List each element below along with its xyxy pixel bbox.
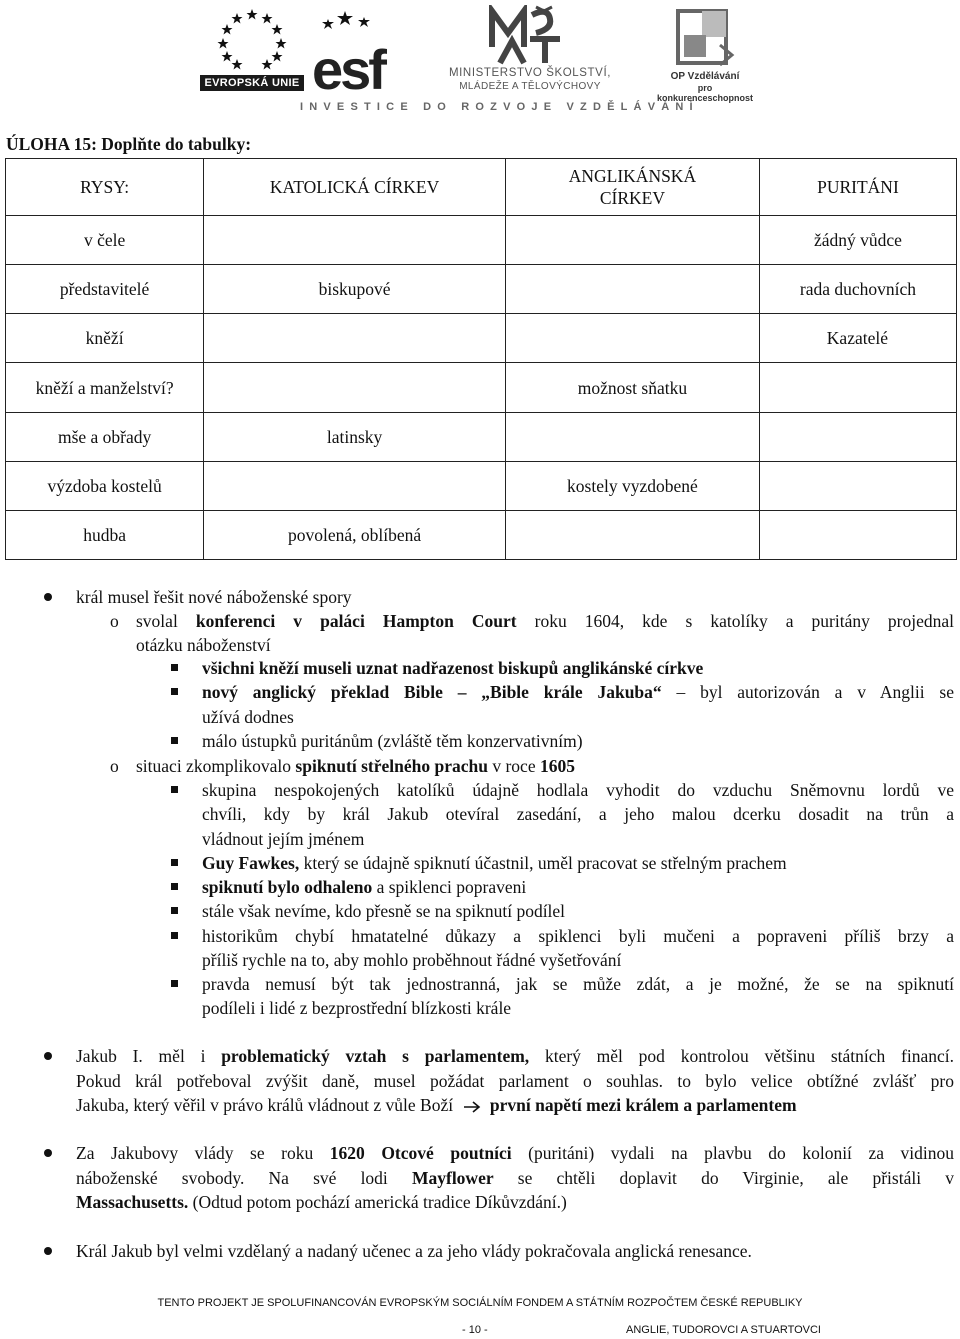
table-cell bbox=[505, 314, 759, 363]
eu-logo bbox=[200, 5, 304, 95]
paragraph-line: otázku náboženství bbox=[136, 635, 271, 655]
table-cell: představitelé bbox=[6, 265, 204, 314]
bullet-text: král musel řešit nové náboženské spory bbox=[76, 587, 352, 607]
paragraph-line: chvíli, kdy by král Jakub otevíral zasedání, a jeho malou dcerku dosadit na trůn a bbox=[202, 804, 954, 824]
paragraph-line: podíleli i lidé z bezprostřední blízkosti krále bbox=[202, 998, 512, 1018]
table-cell: kněží bbox=[6, 314, 204, 363]
text-span: a spiklenci popraveni bbox=[376, 877, 527, 897]
tagline: INVESTICE DO ROZVOJE VZDĚLÁVÁNÍ bbox=[300, 101, 699, 113]
msmt-line2: MLÁDEŽE A TĚLOVÝCHOVY bbox=[459, 81, 601, 92]
table-cell bbox=[505, 265, 759, 314]
table-cell bbox=[505, 511, 759, 560]
text-span-bold: nový anglický překlad Bible – „Bible krále Jakuba“ bbox=[202, 682, 662, 702]
table-cell: hudba bbox=[6, 511, 204, 560]
header-cell: RYSY: bbox=[6, 159, 204, 216]
text-span-bold: všichni kněží museli uznat nadřazenost biskupů anglikánské církve bbox=[202, 658, 704, 678]
eu-label: EVROPSKÁ UNIE bbox=[200, 75, 304, 91]
arrow-right-icon bbox=[462, 1101, 482, 1113]
paragraph-line bbox=[76, 1142, 954, 1164]
table-cell: kněží a manželství? bbox=[6, 363, 204, 413]
text-span: – byl autorizován a v Anglii se bbox=[676, 682, 955, 702]
text-span-bold: Guy Fawkes, bbox=[202, 853, 300, 873]
table-cell: povolená, oblíbená bbox=[204, 511, 506, 560]
paragraph-line: historikům chybí hmatatelné důkazy a spiklenci byli mučeni a popraveni příliš brzy a bbox=[202, 926, 954, 946]
text-span: Jakub I. měl i bbox=[76, 1046, 206, 1066]
square-bullet-icon bbox=[171, 688, 178, 695]
msmt-logo bbox=[440, 5, 620, 95]
table-row bbox=[6, 462, 957, 511]
text-span: roku 1604, kde s katolíky a puritány projednal bbox=[534, 611, 954, 631]
table-cell bbox=[759, 413, 956, 462]
paragraph-line bbox=[76, 1045, 954, 1067]
paragraph-line: stále však nevíme, kdo přesně se na spiknutí podílel bbox=[202, 901, 566, 921]
msmt-line1: MINISTERSTVO ŠKOLSTVÍ, bbox=[448, 67, 612, 79]
text-span-bold: konferenci v paláci Hampton Court bbox=[195, 611, 517, 631]
table-cell: v čele bbox=[6, 216, 204, 265]
table-row bbox=[6, 363, 957, 413]
header-logos bbox=[0, 0, 960, 120]
text-span-bold: problematický vztah s parlamentem, bbox=[221, 1046, 530, 1066]
paragraph-line: pravda nemusí být tak jednostranná, jak se může zdát, a je možné, že se na spiknutí bbox=[202, 974, 954, 994]
header-cell: PURITÁNI bbox=[759, 159, 956, 216]
table-row bbox=[6, 413, 957, 462]
table-cell: mše a obřady bbox=[6, 413, 204, 462]
bullet-icon bbox=[44, 1052, 52, 1060]
table-row bbox=[6, 511, 957, 560]
paragraph-line: Král Jakub byl velmi vzdělaný a nadaný učenec a za jeho vlády pokračovala anglická renesance. bbox=[76, 1241, 752, 1261]
paragraph-line bbox=[202, 657, 703, 679]
table-row bbox=[6, 216, 957, 265]
text-span-bold: Mayflower bbox=[411, 1168, 494, 1188]
op-line1: OP Vzdělávání bbox=[670, 71, 740, 82]
msmt-logo-icon bbox=[440, 5, 620, 67]
paragraph-line bbox=[136, 610, 954, 632]
table-cell bbox=[204, 314, 506, 363]
paragraph-line: Pokud král potřeboval zvýšit daně, musel požádat parlament o souhlas. to bylo velice obtížné zvlášť pro bbox=[76, 1071, 954, 1091]
text-span: svolal bbox=[136, 611, 178, 631]
header-cell: KATOLICKÁ CÍRKEV bbox=[204, 159, 506, 216]
table-row bbox=[6, 314, 957, 363]
text-span: (puritáni) vydali na plavbu do kolonií za vidinou bbox=[528, 1143, 955, 1163]
table-cell: žádný vůdce bbox=[759, 216, 956, 265]
text-span: který se údajně spiknutí účastnil, uměl pracovat se střelným prachem bbox=[303, 853, 787, 873]
paragraph-line bbox=[202, 876, 526, 898]
paragraph-line: vládnout jejím jménem bbox=[202, 829, 365, 849]
table-cell bbox=[759, 511, 956, 560]
table-cell bbox=[204, 363, 506, 413]
sub-bullet-icon: o bbox=[110, 611, 119, 631]
page-number: - 10 - bbox=[462, 1324, 488, 1336]
square-bullet-icon bbox=[171, 786, 178, 793]
eu-flag-icon bbox=[202, 5, 302, 71]
op-line2: pro konkurenceschopnost bbox=[656, 83, 754, 103]
footer-funding: TENTO PROJEKT JE SPOLUFINANCOVÁN EVROPSKÝM SOCIÁLNÍM FONDEM A STÁTNÍM ROZPOČTEM ČESKÉ REPUBLIKY bbox=[157, 1297, 803, 1309]
paragraph-line bbox=[76, 1167, 954, 1189]
text-span: Za Jakubovy vlády se roku bbox=[76, 1143, 314, 1163]
text-span-bold: spiknutí střelného prachu bbox=[295, 756, 488, 776]
table-cell bbox=[505, 413, 759, 462]
table-cell: možnost sňatku bbox=[505, 363, 759, 413]
paragraph-line: užívá dodnes bbox=[202, 707, 294, 727]
paragraph-line bbox=[76, 1094, 797, 1116]
table-header-row bbox=[6, 159, 957, 216]
op-logo-icon bbox=[650, 5, 760, 69]
text-span-bold: 1605 bbox=[539, 756, 575, 776]
table-cell bbox=[505, 216, 759, 265]
table-cell bbox=[759, 462, 956, 511]
square-bullet-icon bbox=[171, 664, 178, 671]
text-span-bold: 1620 Otcové poutníci bbox=[329, 1143, 512, 1163]
chapter-title: ANGLIE, TUDOROVCI A STUARTOVCI bbox=[626, 1324, 821, 1336]
square-bullet-icon bbox=[171, 883, 178, 890]
text-span: se chtěli doplavit do Virginie, ale přistáli v bbox=[517, 1168, 954, 1188]
paragraph-line: příliš rychle na to, aby mohlo proběhnout řádné vyšetřování bbox=[202, 950, 622, 970]
text-span-bold: Massachusetts. bbox=[76, 1192, 189, 1212]
text-span-bold: první napětí mezi králem a parlamentem bbox=[489, 1095, 797, 1115]
text-span: situaci zkomplikovalo bbox=[136, 756, 292, 776]
table-cell bbox=[204, 216, 506, 265]
table-cell bbox=[759, 363, 956, 413]
paragraph-line bbox=[76, 1191, 567, 1213]
svg-text:esf: esf bbox=[312, 38, 384, 95]
bullet-icon bbox=[44, 1247, 52, 1255]
comparison-table bbox=[5, 158, 957, 560]
square-bullet-icon bbox=[171, 737, 178, 744]
text-span: v roce bbox=[492, 756, 536, 776]
header-cell: ANGLIKÁNSKÁ CÍRKEV bbox=[505, 159, 759, 216]
text-span: Jakuba, který věřil v právo králů vládnout z vůle Boží bbox=[76, 1095, 454, 1115]
table-cell: rada duchovních bbox=[759, 265, 956, 314]
table-cell: Kazatelé bbox=[759, 314, 956, 363]
square-bullet-icon bbox=[171, 980, 178, 987]
esf-logo-icon bbox=[310, 5, 410, 95]
table-cell: výzdoba kostelů bbox=[6, 462, 204, 511]
square-bullet-icon bbox=[171, 932, 178, 939]
text-span: náboženské svobody. Na své lodi bbox=[76, 1168, 388, 1188]
text-span: který měl pod kontrolou většinu státních financí. bbox=[544, 1046, 954, 1066]
paragraph-line bbox=[202, 852, 787, 874]
paragraph-line bbox=[136, 755, 575, 777]
text-span: (Odtud potom pochází americká tradice Díkůvzdání.) bbox=[192, 1192, 567, 1212]
paragraph-line bbox=[202, 681, 954, 703]
paragraph-line: skupina nespokojených katolíků údajně hodlala vyhodit do vzduchu Sněmovnu lordů ve bbox=[202, 780, 954, 800]
task-title: ÚLOHA 15: Doplňte do tabulky: bbox=[6, 134, 252, 154]
op-logo bbox=[650, 5, 760, 103]
table-cell: biskupové bbox=[204, 265, 506, 314]
table-cell bbox=[204, 462, 506, 511]
sub-bullet-icon: o bbox=[110, 756, 119, 776]
table-cell: kostely vyzdobené bbox=[505, 462, 759, 511]
bullet-icon bbox=[44, 1149, 52, 1157]
square-bullet-icon bbox=[171, 859, 178, 866]
table-cell: latinsky bbox=[204, 413, 506, 462]
text-span-bold: spiknutí bylo odhaleno bbox=[202, 877, 373, 897]
bullet-icon bbox=[44, 593, 52, 601]
esf-logo bbox=[310, 5, 410, 95]
square-bullet-icon bbox=[171, 907, 178, 914]
paragraph-line: málo ústupků puritánům (zvláště těm konzervativním) bbox=[202, 731, 583, 751]
table-row bbox=[6, 265, 957, 314]
